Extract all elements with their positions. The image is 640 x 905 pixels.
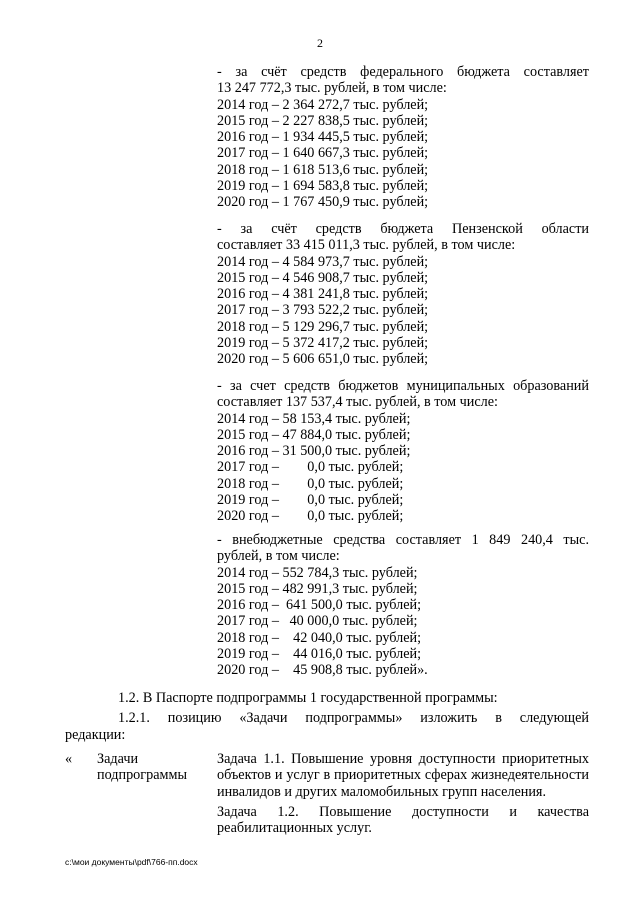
extrabudget-year-line: 2015 год – 482 991,3 тыс. рублей; — [217, 580, 418, 597]
municipal-year-line: 2020 год – 0,0 тыс. рублей; — [217, 508, 404, 525]
federal-year-line: 2018 год – 1 618 513,6 тыс. рублей; — [217, 161, 429, 178]
regional-budget-block — [217, 221, 589, 368]
tasks-label — [97, 751, 215, 784]
federal-year-line: 2017 год – 1 640 667,3 тыс. рублей; — [217, 145, 429, 162]
federal-intro-line-1: - за счёт средств федерального бюджета составляет — [217, 64, 589, 80]
municipal-year-line: 2018 год – 0,0 тыс. рублей; — [217, 475, 404, 492]
task-1-2: Задача 1.2. Повышение доступности и качества реабилитационных услуг. — [217, 803, 589, 837]
regional-year-line: 2019 год – 5 372 417,2 тыс. рублей; — [217, 335, 429, 352]
tasks-label-line-2: подпрограммы — [97, 767, 187, 784]
regional-year-line: 2017 год – 3 793 522,2 тыс. рублей; — [217, 302, 429, 319]
federal-year-line: 2014 год – 2 364 272,7 тыс. рублей; — [217, 96, 429, 113]
federal-year-line: 2020 год – 1 767 450,9 тыс. рублей; — [217, 194, 429, 211]
regional-intro-line-2: составляет 33 415 011,3 тыс. рублей, в том числе: — [217, 237, 516, 254]
footer-file-path: c:\мои документы\pdf\766-пп.docx — [65, 857, 198, 867]
extrabudget-intro-line-2: рублей, в том числе: — [217, 548, 340, 565]
task-1-1: Задача 1.1. Повышение уровня доступности приоритетных объектов и услуг в приоритетных сферах жизнедеятельности инвалидов и других маломобильных групп населения. — [217, 751, 589, 800]
section-1-2-heading: 1.2. В Паспорте подпрограммы 1 государственной программы: — [118, 690, 498, 706]
municipal-year-line: 2019 год – 0,0 тыс. рублей; — [217, 492, 404, 509]
extrabudget-intro-line-1: - внебюджетные средства составляет 1 849 240,4 тыс. — [217, 532, 589, 548]
page-number: 2 — [317, 36, 323, 50]
extrabudget-year-line: 2014 год – 552 784,3 тыс. рублей; — [217, 564, 418, 581]
federal-budget-block — [217, 64, 589, 211]
extrabudget-year-line: 2020 год – 45 908,8 тыс. рублей». — [217, 662, 428, 679]
federal-year-line: 2019 год – 1 694 583,8 тыс. рублей; — [217, 178, 429, 195]
opening-quote: « — [65, 751, 73, 767]
municipal-year-line: 2017 год – 0,0 тыс. рублей; — [217, 459, 404, 476]
federal-year-line: 2016 год – 1 934 445,5 тыс. рублей; — [217, 129, 429, 146]
extrabudget-year-line: 2017 год – 40 000,0 тыс. рублей; — [217, 613, 418, 630]
municipal-intro-line-1: - за счет средств бюджетов муниципальных образований — [217, 378, 589, 394]
regional-intro-line-1: - за счёт средств бюджета Пензенской области — [217, 221, 589, 237]
regional-year-line: 2020 год – 5 606 651,0 тыс. рублей; — [217, 351, 429, 368]
municipal-year-line: 2015 год – 47 884,0 тыс. рублей; — [217, 426, 411, 443]
federal-year-line: 2015 год – 2 227 838,5 тыс. рублей; — [217, 112, 429, 129]
municipal-intro-line-2: составляет 137 537,4 тыс. рублей, в том числе: — [217, 394, 498, 411]
tasks-label-line-1: Задачи — [97, 751, 139, 767]
extrabudget-block — [217, 532, 589, 679]
municipal-year-line: 2016 год – 31 500,0 тыс. рублей; — [217, 443, 411, 460]
extrabudget-year-line: 2019 год – 44 016,0 тыс. рублей; — [217, 646, 422, 663]
municipal-budget-block — [217, 378, 589, 525]
regional-year-line: 2018 год – 5 129 296,7 тыс. рублей; — [217, 318, 429, 335]
regional-year-line: 2016 год – 4 381 241,8 тыс. рублей; — [217, 286, 429, 303]
municipal-year-line: 2014 год – 58 153,4 тыс. рублей; — [217, 410, 411, 427]
regional-year-line: 2014 год – 4 584 973,7 тыс. рублей; — [217, 253, 429, 270]
tasks-content — [217, 751, 589, 840]
regional-year-line: 2015 год – 4 546 908,7 тыс. рублей; — [217, 269, 429, 286]
section-1-2-1-line-1: 1.2.1. позицию «Задачи подпрограммы» изложить в следующей — [118, 710, 589, 726]
extrabudget-year-line: 2016 год – 641 500,0 тыс. рублей; — [217, 597, 422, 614]
section-1-2-1-line-2: редакции: — [65, 727, 126, 743]
extrabudget-year-line: 2018 год – 42 040,0 тыс. рублей; — [217, 629, 422, 646]
federal-intro-line-2: 13 247 772,3 тыс. рублей, в том числе: — [217, 80, 447, 97]
